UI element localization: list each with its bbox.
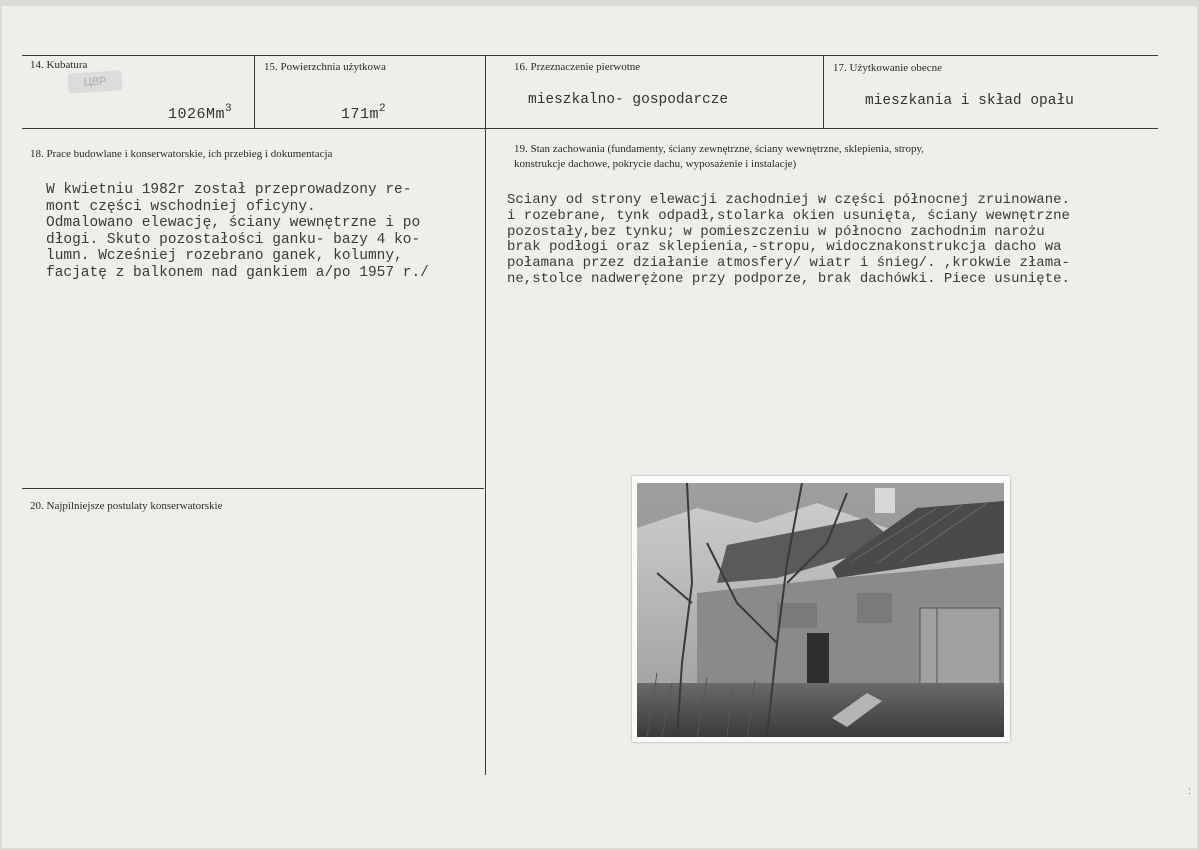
field-19-line: pozostały,bez tynku; w pomieszczeniu w północno zachodnim narożu [507,223,1045,240]
field-18-line: W kwietniu 1982r został przeprowadzony re- [46,182,412,198]
field-19-text [507,193,1070,288]
field-15-value [303,91,386,140]
field-14-label: 14. Kubatura [30,59,88,71]
divider-col-17 [823,55,824,128]
top-edge [0,0,1199,6]
field-16-value: mieszkalno- gospodarcze [528,92,729,108]
field-14-value [130,91,232,140]
field-18-text [46,182,429,281]
field-15-number: 171m [341,106,380,123]
field-19-line: brak podłogi oraz sklepienia,-stropu, widocznakonstrukcja dacho wa [507,239,1062,256]
field-19-label [514,142,924,172]
field-19-line: ne,stolce nadwerężone przy podporze, brak dachówki. Piece usunięte. [507,270,1070,287]
divider-col-16 [485,55,486,775]
field-14-number: 1026Mm [168,106,226,123]
field-18-line: Odmalowano elewację, ściany wewnętrzne i po [46,215,421,231]
stamp-mark: ЦВР [67,70,122,94]
building-photo-icon [637,483,1004,737]
field-19-line: i rozebrane, tynk odpadł,stolarka okien usunięta, ściany wewnętrzne [507,207,1070,224]
edge-mark: : [1188,786,1191,797]
divider-col-15 [254,55,255,128]
field-19-line: Sciany od strony elewacji zachodniej w części północnej zruinowane. [507,192,1070,208]
field-18-line: mont części wschodniej oficyny. [46,198,316,215]
field-19-label-line: 19. Stan zachowania (fundamenty, ściany zewnętrzne, ściany wewnętrzne, sklepienia, stropy, [514,143,925,155]
field-18-line: lumn. Wcześniej rozebrano ganek, kolumny, [46,248,403,264]
field-17-value: mieszkania i skład opału [865,93,1074,109]
building-photo-svg [637,483,1004,737]
field-17-label: 17. Użytkowanie obecne [833,62,943,74]
field-15-superscript: 2 [379,103,387,115]
field-16-label: 16. Przeznaczenie pierwotne [514,61,641,73]
field-18-line: facjatę z balkonem nad gankiem a/po 1957 r./ [46,264,429,281]
field-14-superscript: 3 [225,103,233,115]
divider-top [22,55,1158,56]
field-19-line: połamana przez działanie atmosfery/ wiatr i śnieg/. ,krokwie złama- [507,255,1070,272]
field-18-label: 18. Prace budowlane i konserwatorskie, ich przebieg i dokumentacja [30,148,333,160]
field-18-line: dłogi. Skuto pozostałości ganku- bazy 4 ko- [46,231,421,248]
divider-row2 [22,488,484,489]
field-15-label: 15. Powierzchnia użytkowa [264,61,386,73]
field-19-label-line: konstrukcje dachowe, pokrycie dachu, wyposażenie i instalacje) [514,158,797,170]
field-20-label: 20. Najpilniejsze postulaty konserwatorskie [30,500,223,512]
